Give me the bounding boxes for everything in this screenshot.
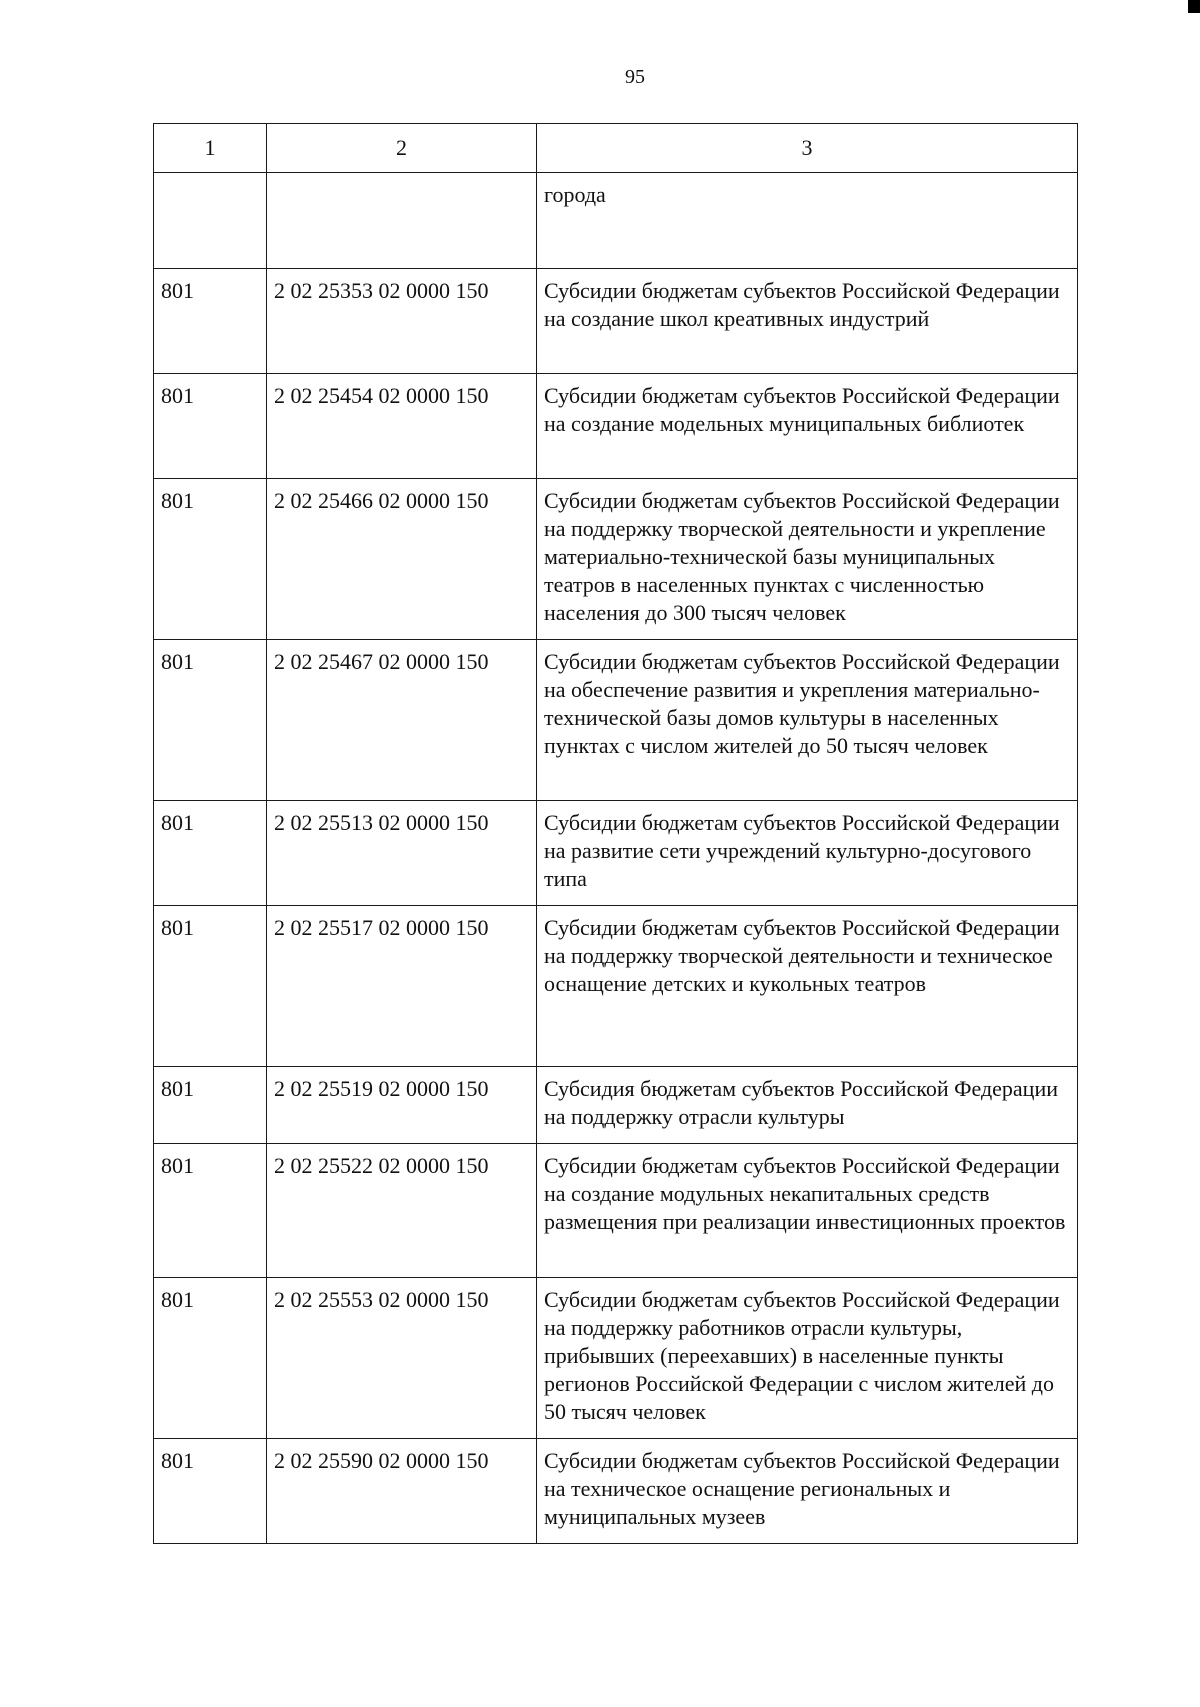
admin-code-cell: 801 <box>154 269 267 374</box>
table-row <box>154 269 1078 374</box>
kbk-code-cell <box>267 173 537 269</box>
table-header-row <box>154 124 1078 173</box>
kbk-code-cell: 2 02 25466 02 0000 150 <box>267 479 537 640</box>
column-header-3: 3 <box>537 124 1078 173</box>
admin-code-cell: 801 <box>154 801 267 906</box>
admin-code-cell: 801 <box>154 479 267 640</box>
admin-code-cell: 801 <box>154 1067 267 1144</box>
kbk-code-cell: 2 02 25590 02 0000 150 <box>267 1439 537 1544</box>
kbk-code-cell: 2 02 25513 02 0000 150 <box>267 801 537 906</box>
table-row <box>154 479 1078 640</box>
admin-code-cell: 801 <box>154 1144 267 1278</box>
description-cell: Субсидии бюджетам субъектов Российской Федерации на обеспечение развития и укрепления материально-технической базы домов культуры в населенных пунктах с числом жителей до 50 тысяч человек <box>537 640 1078 801</box>
column-header-1: 1 <box>154 124 267 173</box>
description-cell: Субсидии бюджетам субъектов Российской Федерации на создание модельных муниципальных библиотек <box>537 374 1078 479</box>
description-cell: Субсидии бюджетам субъектов Российской Федерации на поддержку творческой деятельности и техническое оснащение детских и кукольных театров <box>537 906 1078 1067</box>
table-row <box>154 1278 1078 1439</box>
page-number: 95 <box>625 66 645 88</box>
kbk-code-cell: 2 02 25522 02 0000 150 <box>267 1144 537 1278</box>
description-cell: Субсидии бюджетам субъектов Российской Федерации на создание школ креативных индустрий <box>537 269 1078 374</box>
table-row <box>154 1439 1078 1544</box>
kbk-code-cell: 2 02 25517 02 0000 150 <box>267 906 537 1067</box>
description-cell: Субсидия бюджетам субъектов Российской Федерации на поддержку отрасли культуры <box>537 1067 1078 1144</box>
admin-code-cell: 801 <box>154 906 267 1067</box>
table-row <box>154 906 1078 1067</box>
description-cell: Субсидии бюджетам субъектов Российской Федерации на создание модульных некапитальных средств размещения при реализации инвестиционных проектов <box>537 1144 1078 1278</box>
kbk-code-cell: 2 02 25353 02 0000 150 <box>267 269 537 374</box>
table-row <box>154 801 1078 906</box>
table-row <box>154 1144 1078 1278</box>
description-cell: Субсидии бюджетам субъектов Российской Федерации на развитие сети учреждений культурно-досугового типа <box>537 801 1078 906</box>
budget-classification-table <box>153 123 1078 1544</box>
admin-code-cell <box>154 173 267 269</box>
table-row <box>154 640 1078 801</box>
table-row <box>154 173 1078 269</box>
table-row <box>154 1067 1078 1144</box>
description-cell: Субсидии бюджетам субъектов Российской Федерации на техническое оснащение региональных и муниципальных музеев <box>537 1439 1078 1544</box>
kbk-code-cell: 2 02 25467 02 0000 150 <box>267 640 537 801</box>
admin-code-cell: 801 <box>154 640 267 801</box>
kbk-code-cell: 2 02 25519 02 0000 150 <box>267 1067 537 1144</box>
scan-corner-mark <box>1188 0 1200 13</box>
description-cell: Субсидии бюджетам субъектов Российской Федерации на поддержку работников отрасли культуры, прибывших (переехавших) в населенные пункты регионов Российской Федерации с числом жителей до 50 тысяч человек <box>537 1278 1078 1439</box>
admin-code-cell: 801 <box>154 1278 267 1439</box>
kbk-code-cell: 2 02 25454 02 0000 150 <box>267 374 537 479</box>
column-header-2: 2 <box>267 124 537 173</box>
description-cell: Субсидии бюджетам субъектов Российской Федерации на поддержку творческой деятельности и укрепление материально-технической базы муниципальных театров в населенных пунктах с численностью населения до 300 тысяч человек <box>537 479 1078 640</box>
admin-code-cell: 801 <box>154 1439 267 1544</box>
admin-code-cell: 801 <box>154 374 267 479</box>
kbk-code-cell: 2 02 25553 02 0000 150 <box>267 1278 537 1439</box>
description-cell: города <box>537 173 1078 269</box>
table-row <box>154 374 1078 479</box>
